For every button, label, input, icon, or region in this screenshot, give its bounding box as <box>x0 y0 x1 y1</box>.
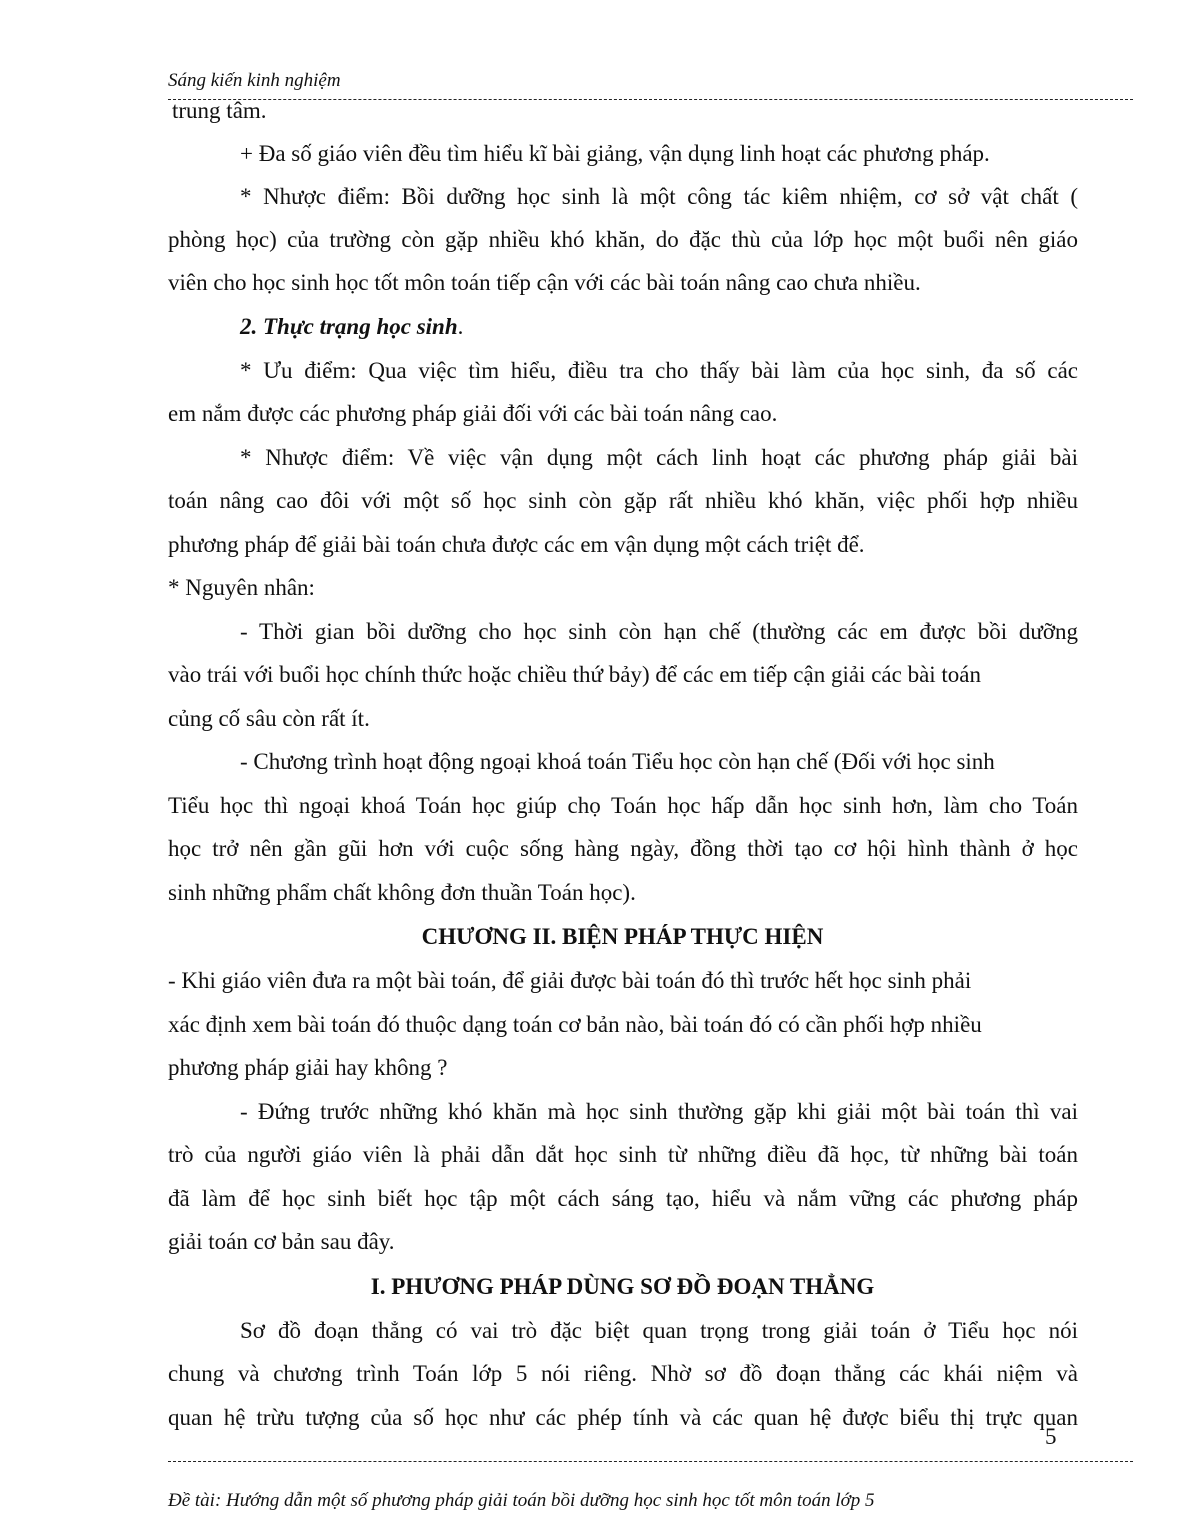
body-line: Sơ đồ đoạn thẳng có vai trò đặc biệt quan trọng trong giải toán ở Tiểu học nói <box>240 1318 1078 1343</box>
body-line: viên cho học sinh học tốt môn toán tiếp cận với các bài toán nâng cao chưa nhiều. <box>168 270 921 295</box>
body-line: Tiểu học thì ngoại khoá Toán học giúp chọ Toán học hấp dẫn học sinh hơn, làm cho Toán <box>168 793 1078 818</box>
body-line: - Thời gian bồi dưỡng cho học sinh còn hạn chế (thường các em được bồi dưỡng <box>240 619 1078 644</box>
body-line: phương pháp để giải bài toán chưa được các em vận dụng một cách triệt để. <box>168 532 865 557</box>
body-line: trò của người giáo viên là phải dẫn dắt học sinh từ những điều đã học, từ những bài toán <box>168 1142 1078 1167</box>
subheading-text: 2. Thực trạng học sinh <box>240 314 458 339</box>
body-line: chung và chương trình Toán lớp 5 nói riêng. Nhờ sơ đồ đoạn thẳng các khái niệm và <box>168 1361 1078 1386</box>
body-line: đã làm để học sinh biết học tập một cách sáng tạo, hiểu và nắm vững các phương pháp <box>168 1186 1078 1211</box>
section-subheading: 2. Thực trạng học sinh. <box>240 314 464 339</box>
body-line: học trở nên gần gũi hơn với cuộc sống hàng ngày, đồng thời tạo cơ hội hình thành ở học <box>168 836 1078 861</box>
body-line: * Nguyên nhân: <box>168 575 315 600</box>
body-line: toán nâng cao đôi với một số học sinh còn gặp rất nhiều khó khăn, việc phối hợp nhiều <box>168 488 1078 513</box>
body-line: em nắm được các phương pháp giải đối với các bài toán nâng cao. <box>168 401 778 426</box>
body-line: giải toán cơ bản sau đây. <box>168 1229 395 1254</box>
body-line: sinh những phẩm chất không đơn thuần Toán học). <box>168 880 636 905</box>
page-number: 5 <box>1045 1424 1057 1449</box>
body-line: - Chương trình hoạt động ngoại khoá toán Tiểu học còn hạn chế (Đối với học sinh <box>240 749 995 774</box>
body-line: + Đa số giáo viên đều tìm hiểu kĩ bài giảng, vận dụng linh hoạt các phương pháp. <box>240 141 990 166</box>
body-line: củng cố sâu còn rất ít. <box>168 706 370 731</box>
body-line: * Nhược điểm: Bồi dưỡng học sinh là một công tác kiêm nhiệm, cơ sở vật chất ( <box>240 184 1078 209</box>
body-line: xác định xem bài toán đó thuộc dạng toán cơ bản nào, bài toán đó có cần phối hợp nhiều <box>168 1012 982 1037</box>
footer-divider <box>168 1461 1133 1462</box>
body-line: phòng học) của trường còn gặp nhiều khó khăn, do đặc thù của lớp học một buổi nên giáo <box>168 227 1078 252</box>
header-divider <box>168 99 1133 100</box>
body-line: * Nhược điểm: Về việc vận dụng một cách linh hoạt các phương pháp giải bài <box>240 445 1078 470</box>
body-line: phương pháp giải hay không ? <box>168 1055 448 1080</box>
body-line: trung tâm. <box>172 98 267 123</box>
body-line: quan hệ trừu tượng của số học như các phép tính và các quan hệ được biểu thị trực quan <box>168 1405 1078 1430</box>
running-header: Sáng kiến kinh nghiệm <box>168 70 341 91</box>
body-line: vào trái với buổi học chính thức hoặc chiều thứ bảy) để các em tiếp cận giải các bài toán <box>168 662 982 687</box>
body-line: - Đứng trước những khó khăn mà học sinh thường gặp khi giải một bài toán thì vai <box>240 1099 1078 1124</box>
body-line: - Khi giáo viên đưa ra một bài toán, để giải được bài toán đó thì trước hết học sinh phải <box>168 968 972 993</box>
body-line: * Ưu điểm: Qua việc tìm hiểu, điều tra cho thấy bài làm của học sinh, đa số các <box>240 358 1078 383</box>
section-heading: I. PHƯƠNG PHÁP DÙNG SƠ ĐỒ ĐOẠN THẲNG <box>370 1274 875 1299</box>
running-footer: Đề tài: Hướng dẫn một số phương pháp giải toán bồi dưỡng học sinh học tốt môn toán lớp 5 <box>168 1490 875 1511</box>
chapter-heading: CHƯƠNG II. BIỆN PHÁP THỰC HIỆN <box>421 924 824 949</box>
